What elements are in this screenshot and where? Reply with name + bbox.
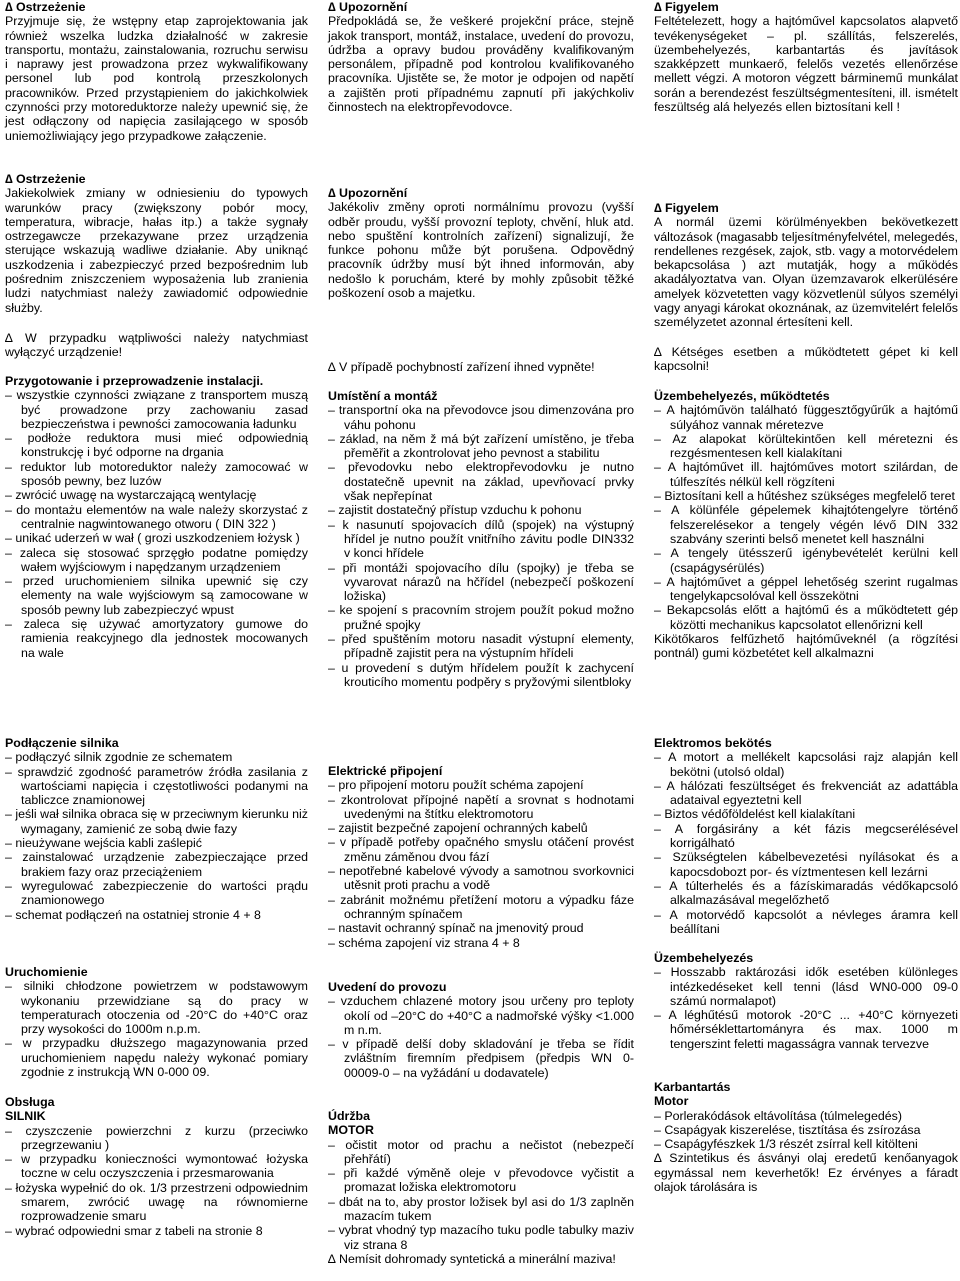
service-section <box>328 1109 634 1266</box>
section-note: Kikötőkaros felfűzhető hajtóműveknél (a rögzítési pontnál) gumi közbetétet kell alkalmazni <box>654 632 958 661</box>
warning-block-2 <box>5 172 308 315</box>
section-title: Üzembehelyezés <box>654 951 754 965</box>
list-item: – Hosszabb raktározási idők esetében különleges intézkedéseket kell tenni (lásd WN0-000 09-0 számú normalapot) <box>654 965 958 1008</box>
list-item: – nastavit ochranný spínač na jmenovitý proud <box>328 921 584 936</box>
list-item: – łożyska wypełnić do ok. 1/3 przestrzeni odpowiednim smarem, zwrócić uwagę na równomierne rozprowadzenie smaru <box>5 1180 308 1224</box>
list-item: – vzduchem chlazené motory jsou určeny pro teploty okolí od –20°C do +40°C a nadmořské výšky <1.000 m n.m. <box>328 994 634 1037</box>
list-item: – dbát na to, aby prostor ložisek byl asi do 1/3 zaplněn mazacím tukem <box>328 1194 634 1224</box>
list-item: – A hajtóművön található függesztőgyűrűk a hajtómű súlyához vannak méretezve <box>654 403 958 432</box>
warning-block-3 <box>328 360 634 374</box>
warning-title: ∆ Ostrzeżenie <box>5 0 86 14</box>
list-item: – nieużywane wejścia kabli zaślepić <box>5 836 202 851</box>
section-title: Uvedení do provozu <box>328 980 447 994</box>
warning-block-3 <box>5 331 308 360</box>
list-item: – při každé výměně oleje v převodovce vyčistit a promazat ložiska elektromotoru <box>328 1166 634 1195</box>
warning-text: ∆ V případě pochybností zařízení ihned vypněte! <box>328 360 595 374</box>
list-item: – očistit motor od prachu a nečistot (nebezpečí přehřátí) <box>328 1137 634 1166</box>
warning-title: ∆ Upozornění <box>328 0 408 14</box>
warning-block-2 <box>654 201 958 330</box>
list-item: – v případě delší doby skladování je třeba se řídit zvláštním firemním předpisem (předpis WN 0-00009-0 – na vyžádání u dodavatele) <box>328 1037 634 1080</box>
section-title: Uruchomienie <box>5 965 88 979</box>
list-item: – w przypadku konieczności wymontować łożyska toczne w celu oczyszczenia i przesmarowania <box>5 1152 308 1181</box>
list-item: – Porlerakódások eltávolítása (túlmelegedés) <box>654 1108 902 1123</box>
list-item: – ke spojení s pracovním strojem použít pokud možno pružné spojky <box>328 603 634 632</box>
section-title: Obsługa <box>5 1095 55 1109</box>
install-section <box>5 374 308 660</box>
list-item: – převodovku nebo elektropřevodovku je nutno dostatečně upevnit na základ, upevňovací prvky však nepřepínat <box>328 460 634 504</box>
warning-text: A normál üzemi körülményekben bekövetkezett változások (magasabb teljesítményfelvétel, melegedés, rendellenes rezgések, zajok, stb. vagy a motorvédelem bekapcsolása ) azt mutatják, hogy a működés akadályoztatva van. Olyan üzemzavarok elkerülésére amelyek közvetetten vagy közvetlenül súlyos személyi vagy anyagi károkat okoznának, az üzemvitelért felelős személyzetet azonnal értesíteni kell. <box>654 215 958 330</box>
electrical-section <box>328 764 634 950</box>
list-item: – zabránit možnému přetížení motoru a výpadku fáze ochranným spínačem <box>328 892 634 921</box>
list-item: – Szükségtelen kábelbevezetési nyílásokat és a kapocsdobozt por- és víztmentesen kell lezárni <box>654 850 958 879</box>
electrical-section <box>654 736 958 936</box>
warning-title: ∆ Figyelem <box>654 201 719 215</box>
install-section <box>328 389 634 689</box>
service-section <box>654 1080 958 1194</box>
section-subtitle: Motor <box>654 1094 689 1109</box>
list-item: – schéma zapojení viz strana 4 + 8 <box>328 935 520 950</box>
list-item: – czyszczenie powierzchni z kurzu (przeciwko przegrzewaniu ) <box>5 1123 308 1152</box>
warning-title: ∆ Upozornění <box>328 186 408 200</box>
list-item: – podłączyć silnik zgodnie ze schematem <box>5 750 233 765</box>
warning-text: ∆ Nemísit dohromady syntetická a minerální maziva! <box>328 1251 616 1266</box>
startup-section <box>654 951 958 1051</box>
list-item: – podłoże reduktora musi mieć odpowiednią konstrukcję i być odporne na drgania <box>5 431 308 460</box>
list-item: – zaleca się stosować sprzęgło podatne pomiędzy wałem wyjściowym i napędzanym urządzeniem <box>5 545 308 574</box>
startup-section <box>328 980 634 1080</box>
section-title: Przygotowanie i przeprowadzenie instalacji. <box>5 374 264 388</box>
warning-block-2 <box>328 186 634 300</box>
list-item: – Biztosítani kell a hűtéshez szükséges megfelelő teret <box>654 489 955 504</box>
startup-section <box>5 965 308 1079</box>
list-item: – k nasunutí spojovacích dílů (spojek) na výstupný hřídel je nutno použít vnitřního závitu podle DIN332 v konci hřídele <box>328 517 634 561</box>
list-item: – przed uruchomieniem silnika upewnić się czy elementy na wale wyjściowym są zamocowane w sposób pewny lub zabezpieczyć wpust <box>5 574 308 617</box>
warning-title: ∆ Figyelem <box>654 0 719 14</box>
section-title: Elektrické připojení <box>328 764 443 778</box>
list-item: – u provedení s dutým hřídelem použít k zachycení krouticího momentu podpěry s pryžovými silentbloky <box>328 660 634 689</box>
section-title: Elektromos bekötés <box>654 736 772 750</box>
list-item: – Csapágyak kiszerelése, tisztítása és zsírozása <box>654 1122 921 1137</box>
warning-title: ∆ Ostrzeżenie <box>5 172 86 186</box>
warning-text: Jakékoliv změny oproti normálnímu provozu (vyšší odběr proudu, vyšší provozní teploty, chvění, hluk atd. nebo spuštění kontrolních zařízení) signalizují, že funkce pohonu může být porušena. Odpovědný pracovník údržby musí být ihned informován, aby nedošlo k poruchám, které by mohly způsobit těžké poškození osob a majetku. <box>328 200 634 301</box>
list-item: – do montażu elementów na wale należy skorzystać z centralnie nagwintowanego otworu ( DIN 322 ) <box>5 502 308 531</box>
section-subtitle: SILNIK <box>5 1109 46 1124</box>
warning-text: ∆ Szintetikus és ásványi olaj eredetű kenőanyagok egymással nem keverhetők! Ez érvényes a fáradt olajok tárolására is <box>654 1151 958 1195</box>
warning-text: ∆ Kétséges esetben a működtetett gépet ki kell kapcsolni! <box>654 345 958 374</box>
list-item: – wyregulować zabezpieczenie do wartości prądu znamionowego <box>5 878 308 908</box>
list-item: – wszystkie czynności związane z transportem muszą być prowadzone przy zachowaniu zasad bezpieczeństwa i pewności zamocowania ładunku <box>5 388 308 431</box>
list-item: – A hálózati feszültséget és frekvenciát az adattábla adataival egyeztetni kell <box>654 778 958 808</box>
warning-block-1 <box>5 0 308 143</box>
list-item: – wybrać odpowiedni smar z tabeli na stronie 8 <box>5 1223 263 1238</box>
list-item: – v případě potřeby opačného smyslu otáčení provést změnu záměnou dvou fází <box>328 835 634 864</box>
list-item: – A hajtóművet a géppel lehetőség szerint rugalmas tengelykapcsolóval kell összekötni <box>654 574 958 604</box>
list-item: – A tengely ütésszerű igénybevételét kerülni kell (csapágysérülés) <box>654 546 958 575</box>
list-item: – Bekapcsolás előtt a hajtómű és a működtetett gép közötti mechanikus kapcsolatot ellenőrizni kell <box>654 603 958 632</box>
list-item: – zkontrolovat přípojné napětí a srovnat s hodnotami uvedenými na štítku elektromotoru <box>328 792 634 821</box>
list-item: – A kölünféle gépelemek kihajtótengelyre történő felszerelésekor a tengely végén lévő DIN 332 szabvány szerinti belső menetet kell használni <box>654 503 958 546</box>
list-item: – Biztos védőföldelést kell kialakítani <box>654 807 856 822</box>
list-item: – silniki chłodzone powietrzem w podstawowym wykonaniu przewidziane są do pracy w temperaturach otoczenia od -20°C do +40°C oraz przy wysokości do 1000m n.p.m. <box>5 979 308 1037</box>
list-item: – Az alapokat körültekintően kell méretezni és rezgésmentesen kell kialakítani <box>654 431 958 461</box>
list-item: – unikać uderzeń w wał ( grozi uszkodzeniem łożysk ) <box>5 531 300 546</box>
section-subtitle: MOTOR <box>328 1123 374 1138</box>
list-item: – A motort a mellékelt kapcsolási rajz alapján kell bekötni (utolsó oldal) <box>654 750 958 779</box>
service-section <box>5 1095 308 1238</box>
list-item: – A túlterhelés és a fázískimaradás védőkapcsoló alkalmazásával megelőzhető <box>654 878 958 908</box>
section-title: Podłączenie silnika <box>5 736 119 750</box>
list-item: – jeśli wał silnika obraca się w przeciwnym kierunku niż wymagany, zamienić ze sobą dwie fazy <box>5 807 308 836</box>
section-title: Údržba <box>328 1109 370 1123</box>
warning-block-1 <box>328 0 634 114</box>
warning-text: Feltételezett, hogy a hajtóművel kapcsolatos alapvető tevékenységeket – pl. szállítás, felszerelés, üzembehelyezés, karbantartás és javítások szakképzett munkaerő, felelős vezetés ellenőrzése mellett végzi. A motoron végzett bárminemű munkálat során a berendezést feszültségmentesíteni, ill. ismételt feszültség alá helyezés ellen biztosítani kell ! <box>654 14 958 115</box>
list-item: – vybrat vhodný typ mazacího tuku podle tabulky maziv viz strana 8 <box>328 1223 634 1252</box>
list-item: – A motorvédő kapcsolót a névleges áramra kell beállítani <box>654 907 958 936</box>
section-title: Umístění a montáž <box>328 389 438 403</box>
warning-text: Jakiekolwiek zmiany w odniesieniu do typowych warunków pracy (zwiększony pobór mocy, temperatura, wibracje, hałas itp.) a także sygnały ostrzegawcze przekazywane przez urządzenia sterujące wskazują wadliwe działanie. Aby uniknąć uszkodzenia i zabezpieczyć przed bezpośrednim lub pośrednim zniszczeniem wyposażenia lub zranienia ludzi natychmiast należy zawiadomić odpowiednie służby. <box>5 186 308 315</box>
list-item: – A hajtóművet ill. hajtóműves motort szilárdan, de túlfeszítés nélkül kell rögzíteni <box>654 460 958 489</box>
warning-text: ∆ W przypadku wątpliwości należy natychmiast wyłączyć urządzenie! <box>5 331 308 360</box>
list-item: – w przypadku dłuższego magazynowania przed uruchomieniem napędu należy wykonać pomiary zgodnie z instrukcją WN 0-000 09. <box>5 1036 308 1080</box>
list-item: – sprawdzić zgodność parametrów źródła zasilania z wartościami napięcia i częstotliwości podanymi na tabliczce znamionowej <box>5 764 308 808</box>
section-title: Karbantartás <box>654 1080 731 1094</box>
warning-block-3 <box>654 345 958 374</box>
list-item: – zainstalować urządzenie zabezpieczające przed brakiem fazy oraz przeciążeniem <box>5 850 308 879</box>
list-item: – schemat podłączeń na ostatniej stronie 4 + 8 <box>5 907 261 922</box>
list-item: – A forgásirány a két fázis megcserélésével korrigálható <box>654 821 958 851</box>
list-item: – při montáži spojovacího dílu (spojky) je třeba se vyvarovat nárazů na hčřídel (nebezpečí poškození ložiska) <box>328 560 634 604</box>
list-item: – nepotřebné kabelové vývody a samotnou svorkovnici utěsnit proti prachu a vodě <box>328 864 634 893</box>
motor-connection-section <box>5 736 308 922</box>
list-item: – Csapágyfészkek 1/3 részét zsírral kell kitölteni <box>654 1137 918 1152</box>
warning-block-1 <box>654 0 958 114</box>
list-item: – zajistit bezpečné zapojení ochranných kabelů <box>328 821 588 836</box>
list-item: – transportní oka na převodovce jsou dimenzována pro váhu pohonu <box>328 403 634 432</box>
list-item: – základ, na něm ž má být zařízení umístěno, je třeba přeměřit a zkontrolovat jeho pevnost a stabilitu <box>328 431 634 461</box>
section-title: Üzembehelyezés, működtetés <box>654 389 830 403</box>
install-section <box>654 389 958 661</box>
list-item: – reduktor lub motoreduktor należy zamocować w sposób pewny, bez luzów <box>5 459 308 489</box>
list-item: – zaleca się używać amortyzatory gumowe do ramienia reakcyjnego dla jednostek mocowanych na wale <box>5 617 308 660</box>
list-item: – A léghűtésű motorok -20°C ... +40°C környezeti hőmérséklettartományra és max. 1000 m tengerszint feletti magasságra vannak tervezve <box>654 1008 958 1051</box>
list-item: – zwrócić uwagę na wystarczającą wentylację <box>5 488 257 503</box>
warning-text: Przyjmuje się, że wstępny etap zaprojektowania jak również wszelka ludzka działalność w zakresie transportu, montażu, zainstalowania, rozruchu serwisu i naprawy jest prowadzona przez wykwalifikowany personel lub pod kontrolą przeszkolonych pracowników. Przed przystąpieniem do jakichkolwiek czynności przy motoreduktorze należy upewnić się, że jest odłączony od napięcia zasilającego w sposób uniemożliwiający jego przypadkowe załączenie. <box>5 14 308 143</box>
list-item: – před spuštěním motoru nasadit výstupní elementy, případně zajistit pera na výstupním hřídeli <box>328 632 634 661</box>
warning-text: Předpokládá se, že veškeré projekční práce, stejně jakok transport, montáž, instalace, uvedení do provozu, údržba a opravy budou prováděny kvalifikovaným personálem, případně pod kontrolou kvalifikovaného pracovníka. Ujistěte se, že motor je odpojen od napětí a zajištěn proti případnému zapnutí při jakýchkoliv činnostech na elektropřevodovce. <box>328 14 634 115</box>
list-item: – zajistit dostatečný přístup vzduchu k pohonu <box>328 503 582 518</box>
list-item: – pro připojení motoru použít schéma zapojení <box>328 778 584 793</box>
